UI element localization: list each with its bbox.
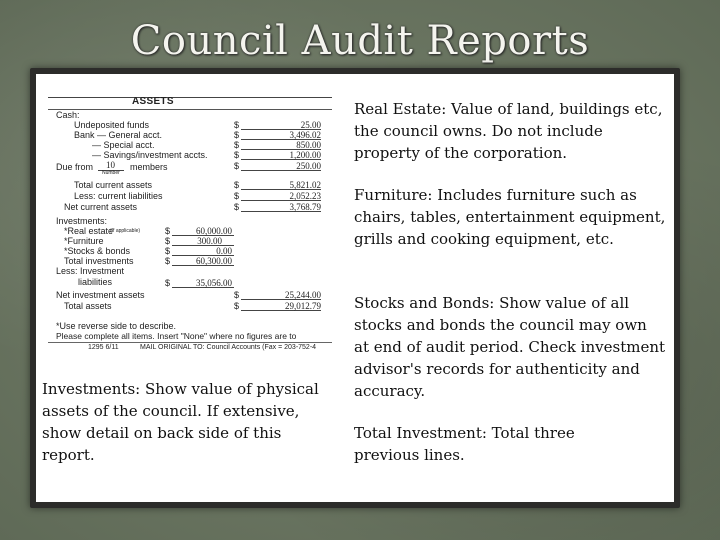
form-header: ASSETS	[132, 96, 174, 107]
row-special-amount: 850.00	[296, 140, 321, 150]
row-investments: Investments:	[56, 216, 108, 226]
row-bank-general-label: Bank — General acct.	[74, 130, 163, 140]
investments-description: Investments: Show value of physical assets of the council. If extensive, show detail on back side of this report.	[42, 380, 319, 464]
dollar-sign: $	[234, 130, 240, 140]
row-bank-general-amount: 3,496.02	[289, 130, 321, 140]
row-stocks-label: *Stocks & bonds	[64, 246, 131, 256]
row-total-current-amount: 5,821.02	[289, 180, 321, 190]
slide-title: Council Audit Reports	[130, 18, 590, 64]
row-real-estate-note: (If applicable)	[110, 228, 141, 234]
row-total-current-label: Total current assets	[74, 180, 153, 190]
row-less-current-label: Less: current liabilities	[74, 191, 163, 201]
dollar-sign: $	[234, 290, 240, 300]
dollar-sign: $	[234, 140, 240, 150]
row-furniture-amount: 300.00	[197, 236, 222, 246]
dollar-sign: $	[165, 236, 171, 246]
dollar-sign: $	[165, 246, 171, 256]
dollar-sign: $	[234, 120, 240, 130]
row-real-estate-amount: 60,000.00	[196, 226, 232, 236]
form-mail-line: MAIL ORIGINAL TO: Council Accounts (Fax = 203-752-4	[140, 344, 317, 351]
row-due-from-members: members	[130, 162, 168, 172]
row-less-current-amount: 2,052.23	[289, 191, 321, 201]
furniture-description: Furniture: Includes furniture such as chairs, tables, entertainment equipment, grills and cooking equipment, etc.	[354, 186, 666, 248]
row-savings-amount: 1,200.00	[289, 150, 321, 160]
real-estate-description: Real Estate: Value of land, buildings etc, the council owns. Do not include property of the corporation.	[354, 100, 663, 162]
dollar-sign: $	[234, 161, 240, 171]
dollar-sign: $	[234, 202, 240, 212]
row-due-from-label: Due from	[56, 162, 94, 172]
dollar-sign: $	[165, 226, 171, 236]
row-due-from-sublabel: Number	[102, 170, 120, 176]
form-code: 1295 6/11	[88, 344, 119, 351]
row-net-current-amount: 3,768.79	[289, 202, 321, 212]
row-stocks-amount: 0.00	[216, 246, 232, 256]
row-due-from-number: 10	[106, 160, 115, 170]
assets-form-scan	[48, 92, 332, 354]
dollar-sign: $	[234, 301, 240, 311]
row-furniture-label: *Furniture	[64, 236, 104, 246]
row-liabilities-amount: 35,056.00	[196, 278, 232, 288]
row-special-label: — Special acct.	[92, 140, 155, 150]
dollar-sign: $	[234, 150, 240, 160]
row-total-assets-amount: 29,012.79	[285, 301, 321, 311]
row-savings-label: — Savings/investment accts.	[92, 150, 208, 160]
stocks-bonds-description: Stocks and Bonds: Show value of all stocks and bonds the council may own at end of audit period. Check investment advisor's records for authenticity and accuracy.	[354, 294, 666, 400]
row-total-investments-amount: 60,300.00	[196, 256, 232, 266]
row-undeposited-amount: 25.00	[300, 120, 321, 130]
row-cash: Cash:	[56, 110, 80, 120]
row-net-investment-amount: 25,244.00	[285, 290, 321, 300]
total-investment-description: Total Investment: Total three previous lines.	[354, 424, 575, 464]
form-footnote-complete: Please complete all items. Insert "None" where no figures are to	[56, 331, 297, 341]
row-less-investment-label: Less: Investment	[56, 266, 125, 276]
row-net-investment-label: Net investment assets	[56, 290, 145, 300]
form-footnote-reverse: *Use reverse side to describe.	[56, 321, 177, 331]
row-total-assets-label: Total assets	[64, 301, 112, 311]
form-top-rule	[48, 97, 332, 98]
form-bottom-rule	[48, 342, 332, 343]
dollar-sign: $	[234, 180, 240, 190]
dollar-sign: $	[165, 278, 171, 288]
row-liabilities-label: liabilities	[78, 277, 113, 287]
row-due-from-amount: 250.00	[296, 161, 321, 171]
row-net-current-label: Net current assets	[64, 202, 138, 212]
dollar-sign: $	[165, 256, 171, 266]
form-header-rule	[48, 109, 332, 110]
row-undeposited-label: Undeposited funds	[74, 120, 150, 130]
row-total-investments-label: Total investments	[64, 256, 134, 266]
row-real-estate-label: *Real estate	[64, 226, 114, 236]
dollar-sign: $	[234, 191, 240, 201]
